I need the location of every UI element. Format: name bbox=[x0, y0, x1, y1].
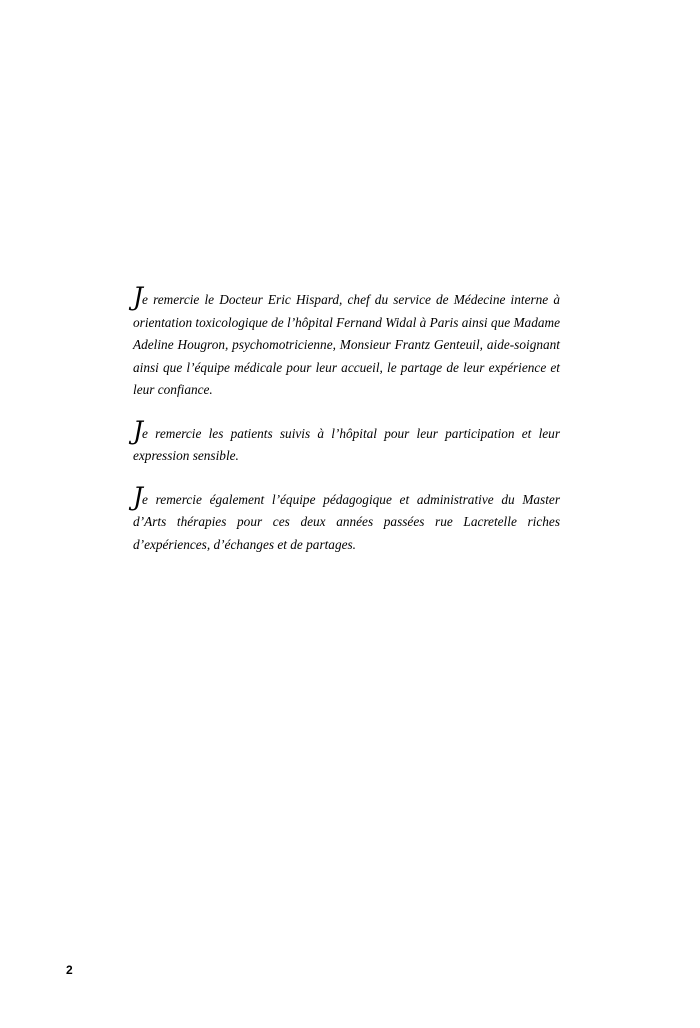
paragraph-text: e remercie les patients suivis à l’hôpital pour leur participation et leur expression sensible. bbox=[133, 425, 560, 463]
page-number: 2 bbox=[66, 963, 73, 977]
acknowledgement-paragraph-2 bbox=[133, 415, 560, 468]
acknowledgement-paragraph-3 bbox=[133, 481, 560, 557]
acknowledgement-paragraph-1 bbox=[133, 282, 560, 402]
acknowledgements-section bbox=[133, 282, 560, 577]
dropcap-initial: J bbox=[133, 415, 143, 445]
dropcap-initial: J bbox=[133, 481, 143, 511]
paragraph-text: e remercie également l’équipe pédagogique et administrative du Master d’Arts thérapies pour ces deux années passées rue Lacretelle riches d’expériences, d’échanges et de partages. bbox=[133, 491, 560, 552]
dropcap-initial: J bbox=[133, 282, 143, 311]
paragraph-text: e remercie le Docteur Eric Hispard, chef du service de Médecine interne à orientation toxicologique de l’hôpital Fernand Widal à Paris ainsi que Madame Adeline Hougron, psychomotricienne, Monsieur Frantz Genteuil, aide-soignant ainsi que l’équipe médicale pour leur accueil, le partage de leur expérience et leur confiance. bbox=[133, 292, 560, 397]
